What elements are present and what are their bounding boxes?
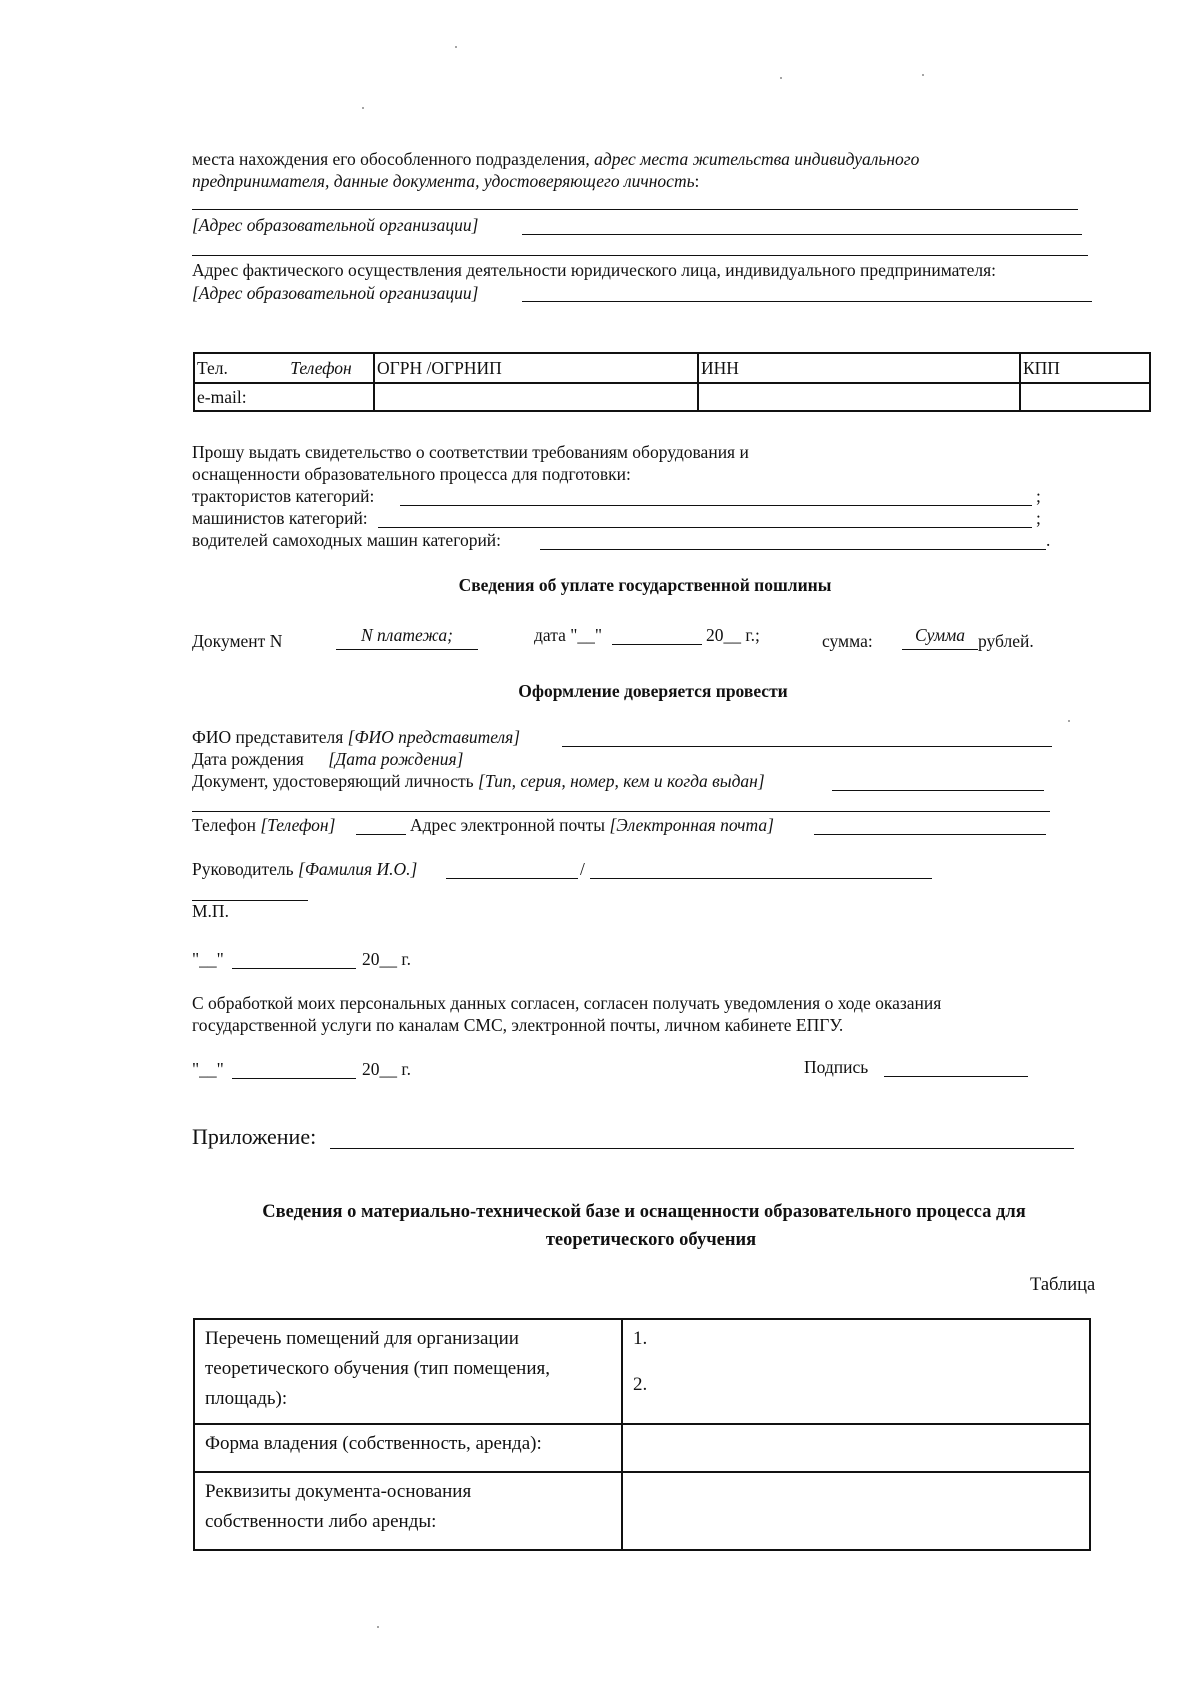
scan-speck bbox=[780, 77, 782, 79]
id-line-blank[interactable] bbox=[192, 811, 1050, 812]
fee-sum-label: сумма: bbox=[822, 631, 873, 651]
tractor-field[interactable] bbox=[400, 505, 1032, 506]
signature-field[interactable] bbox=[884, 1076, 1028, 1077]
head-date-quote: "__" bbox=[192, 949, 224, 969]
scan-speck bbox=[455, 46, 457, 48]
head-value: [Фамилия И.О.] bbox=[298, 859, 418, 879]
fio-label: ФИО представителя bbox=[192, 727, 344, 747]
driver-end: . bbox=[1046, 530, 1051, 550]
section2-heading-line-2: теоретического обучения bbox=[545, 1230, 757, 1250]
table-row bbox=[194, 1472, 1090, 1550]
head-signature-field[interactable] bbox=[446, 878, 578, 879]
request-line-1: Прошу выдать свидетельство о соответствии требованиям оборудования и bbox=[192, 442, 749, 462]
address-line-blank-2[interactable] bbox=[192, 255, 1088, 256]
request-line-2: оснащенности образовательного процесса для подготовки: bbox=[192, 464, 631, 484]
id-line bbox=[192, 770, 765, 792]
stamp-label: М.П. bbox=[192, 901, 229, 921]
facility-label-line: площадь): bbox=[205, 1388, 288, 1409]
table-label: Таблица bbox=[1030, 1275, 1096, 1295]
dob-label: Дата рождения bbox=[192, 749, 304, 769]
fio-value: [ФИО представителя] bbox=[347, 727, 521, 747]
facility-label-cell bbox=[194, 1319, 622, 1424]
facility-item-1: 1. bbox=[633, 1328, 648, 1349]
kpp-cell[interactable]: КПП bbox=[1020, 353, 1150, 383]
machinist-label: машинистов категорий: bbox=[192, 508, 368, 528]
fee-payment-no: N платежа; bbox=[361, 625, 453, 645]
ownership-label: Форма владения (собственность, аренда): bbox=[205, 1433, 542, 1454]
facility-label-line: теоретического обучения (тип помещения, bbox=[205, 1358, 550, 1379]
phone-field[interactable] bbox=[356, 834, 406, 835]
intro-italic-2: предпринимателя, данные документа, удостоверяющего личность bbox=[192, 171, 695, 191]
intro-plain: места нахождения его обособленного подразделения, bbox=[192, 149, 590, 169]
ogrn-value-cell[interactable] bbox=[374, 383, 698, 411]
facility-item-2: 2. bbox=[633, 1374, 648, 1395]
phone-line bbox=[192, 814, 335, 836]
rep-email-line bbox=[410, 814, 774, 836]
intro-italic: адрес места жительства индивидуального bbox=[594, 149, 920, 169]
consent-date-year: 20__ г. bbox=[362, 1059, 411, 1079]
fee-year-label: 20__ г.; bbox=[706, 625, 760, 645]
tel-cell[interactable] bbox=[194, 353, 374, 383]
fee-payment-field[interactable] bbox=[336, 649, 478, 650]
actual-address-label: Адрес фактического осуществления деятельности юридического лица, индивидуального предпринимателя: bbox=[192, 260, 997, 280]
kpp-value-cell[interactable] bbox=[1020, 383, 1150, 411]
document-basis-label-line: собственности либо аренды: bbox=[205, 1511, 437, 1532]
fee-doc-label: Документ N bbox=[192, 631, 283, 651]
signature-label: Подпись bbox=[804, 1057, 869, 1077]
head-slash: / bbox=[580, 859, 585, 879]
rep-email-value: [Электронная почта] bbox=[609, 815, 774, 835]
id-value: [Тип, серия, номер, кем и когда выдан] bbox=[478, 771, 765, 791]
ownership-value-cell[interactable] bbox=[622, 1424, 1090, 1472]
tractor-end: ; bbox=[1036, 486, 1041, 506]
head-line bbox=[192, 858, 417, 880]
fee-heading: Сведения об уплате государственной пошлины bbox=[458, 575, 832, 595]
facility-spacer bbox=[633, 1354, 1079, 1370]
document-basis-label-cell bbox=[194, 1472, 622, 1550]
scan-speck bbox=[377, 1626, 379, 1628]
address-field-2[interactable] bbox=[522, 301, 1092, 302]
tel-value: Телефон bbox=[290, 357, 352, 378]
fio-line bbox=[192, 726, 520, 748]
tel-label: Тел. bbox=[197, 357, 228, 378]
tractor-label: трактористов категорий: bbox=[192, 486, 375, 506]
attachment-label: Приложение: bbox=[192, 1124, 317, 1149]
intro-line-2 bbox=[192, 170, 699, 192]
phone-value: [Телефон] bbox=[260, 815, 336, 835]
intro-line-1 bbox=[192, 148, 919, 170]
scan-speck bbox=[1068, 720, 1070, 722]
fee-date-label: дата "__" bbox=[534, 625, 603, 645]
fio-field[interactable] bbox=[562, 746, 1052, 747]
consent-date-field[interactable] bbox=[232, 1078, 356, 1079]
head-label: Руководитель bbox=[192, 859, 294, 879]
machinist-field[interactable] bbox=[378, 527, 1032, 528]
driver-label: водителей самоходных машин категорий: bbox=[192, 530, 502, 550]
ogrn-cell[interactable]: ОГРН /ОГРНИП bbox=[374, 353, 698, 383]
consent-line-2: государственной услуги по каналам СМС, электронной почты, личном кабинете ЕПГУ. bbox=[192, 1015, 844, 1035]
table-row bbox=[194, 1319, 1090, 1424]
consent-date-quote: "__" bbox=[192, 1059, 224, 1079]
intro-colon: : bbox=[694, 171, 700, 191]
facility-value-cell[interactable] bbox=[622, 1319, 1090, 1424]
fee-date-field[interactable] bbox=[612, 644, 702, 645]
ownership-label-cell bbox=[194, 1424, 622, 1472]
dob-line bbox=[192, 748, 463, 770]
fee-sum-field[interactable] bbox=[902, 649, 978, 650]
attachment-field[interactable] bbox=[330, 1148, 1074, 1149]
facility-table bbox=[193, 1318, 1091, 1551]
consent-line-1: С обработкой моих персональных данных согласен, согласен получать уведомления о ходе оказания bbox=[192, 993, 942, 1013]
inn-cell[interactable]: ИНН bbox=[698, 353, 1020, 383]
address-placeholder-2: [Адрес образовательной организации] bbox=[192, 283, 479, 303]
id-field[interactable] bbox=[832, 790, 1044, 791]
phone-label: Телефон bbox=[192, 815, 256, 835]
table-row bbox=[194, 1424, 1090, 1472]
email-cell[interactable]: e-mail: bbox=[194, 383, 374, 411]
fee-currency: рублей. bbox=[978, 631, 1034, 651]
address-line-blank[interactable] bbox=[192, 209, 1078, 210]
address-placeholder-1: [Адрес образовательной организации] bbox=[192, 215, 479, 235]
contacts-table bbox=[193, 352, 1151, 412]
rep-email-label: Адрес электронной почты bbox=[410, 815, 606, 835]
representative-heading: Оформление доверяется провести bbox=[518, 681, 788, 701]
document-basis-label-line: Реквизиты документа-основания bbox=[205, 1481, 472, 1502]
facility-label-line: Перечень помещений для организации bbox=[205, 1328, 519, 1349]
inn-value-cell[interactable] bbox=[698, 383, 1020, 411]
address-field-1[interactable] bbox=[522, 234, 1082, 235]
head-name-field[interactable] bbox=[590, 878, 932, 879]
rep-email-field[interactable] bbox=[814, 834, 1046, 835]
scan-speck bbox=[362, 107, 364, 109]
section2-heading-line-1: Сведения о материально-технической базе и оснащенности образовательного процесса для bbox=[262, 1202, 1026, 1222]
machinist-end: ; bbox=[1036, 508, 1041, 528]
dob-value: [Дата рождения] bbox=[328, 749, 464, 769]
head-date-field[interactable] bbox=[232, 968, 356, 969]
id-label: Документ, удостоверяющий личность bbox=[192, 771, 474, 791]
driver-field[interactable] bbox=[540, 549, 1046, 550]
fee-sum-value: Сумма bbox=[914, 625, 966, 645]
scan-speck bbox=[922, 74, 924, 76]
head-date-year: 20__ г. bbox=[362, 949, 411, 969]
document-basis-value-cell[interactable] bbox=[622, 1472, 1090, 1550]
